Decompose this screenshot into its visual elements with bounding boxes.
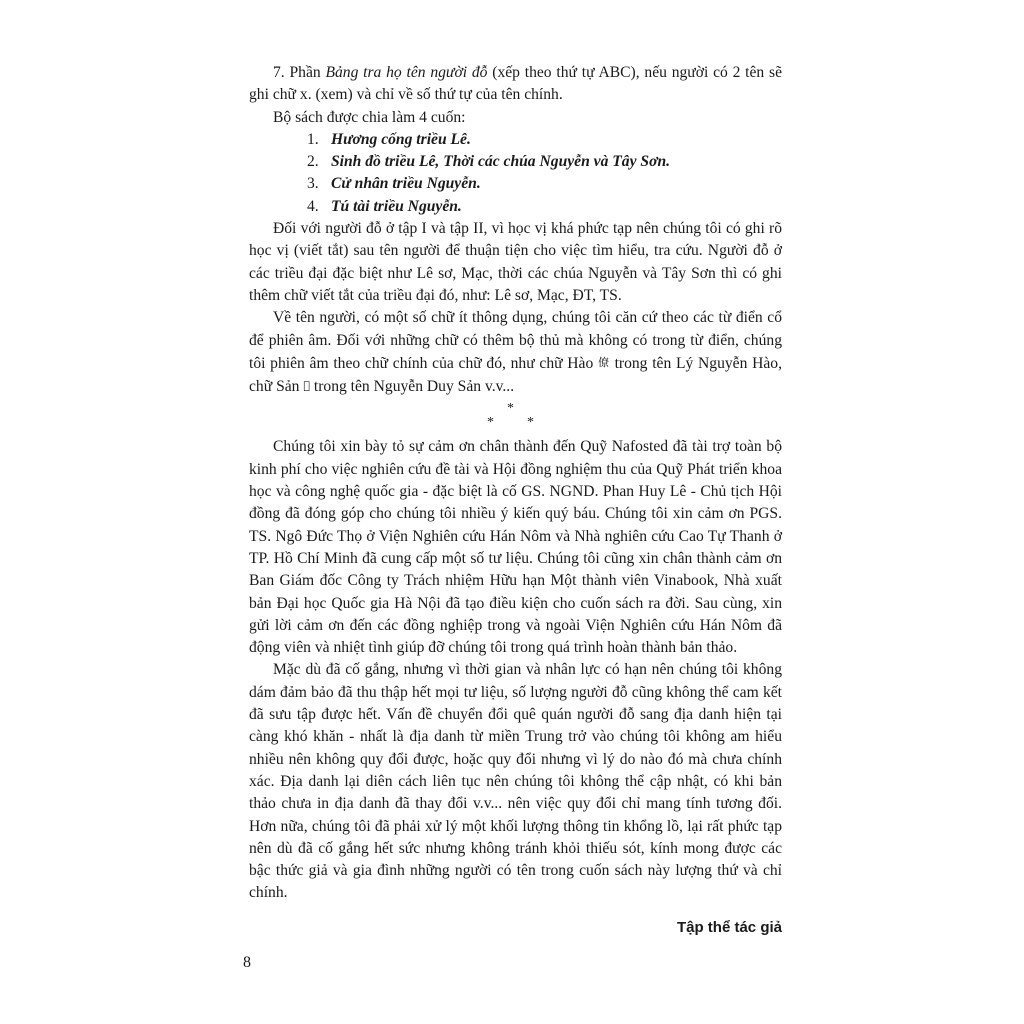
volume-title: Sinh đồ triều Lê, Thời các chúa Nguyễn và Tây Sơn. <box>331 153 671 171</box>
paragraph-index-note <box>249 62 782 107</box>
han-character-hao: 僚 <box>598 355 610 369</box>
section-divider <box>249 398 782 436</box>
volume-title: Hương cống triều Lê. <box>331 130 471 148</box>
volume-item <box>307 151 782 173</box>
paragraph-limitations: Mặc dù đã cố gắng, nhưng vì thời gian và nhân lực có hạn nên chúng tôi không dám đảm bảo đã thu thập hết mọi tư liệu, số lượng người đỗ cũng không thể cam kết đã sưu tập được hết. Vấn đề chuyển đổi quê quán người đỗ sang địa danh hiện tại càng khó khăn - nhất là địa danh từ miền Trung trở vào chúng tôi không am hiểu nhiều nên không quy đổi được, hoặc quy đổi nhưng vì lý do nào đó mà chưa chính xác. Địa danh lại diên cách liên tục nên chúng tôi không thể cập nhật, có khi bản thảo chưa in địa danh đã thay đổi v.v... nên việc quy đổi chỉ mang tính tương đối. Hơn nữa, chúng tôi đã phải xử lý một khối lượng thông tin khổng lồ, lại rất phức tạp nên dù đã cố gắng hết sức nhưng không tránh khỏi thiếu sót, kính mong được các bậc thức giả và gia đình những người có tên trong cuốn sách này lượng thứ và chỉ chính. <box>249 661 782 902</box>
paragraph-volume-intro: Bộ sách được chia làm 4 cuốn: <box>273 108 466 126</box>
volume-item <box>307 173 782 195</box>
volume-number: 2. <box>307 153 319 171</box>
paragraph-degree-abbreviations: Đối với người đỗ ở tập I và tập II, vì học vị khá phức tạp nên chúng tôi có ghi rõ học vị (viết tắt) sau tên người để thuận tiện cho việc tìm hiểu, tra cứu. Người đỗ ở các triều đại đặc biệt như Lê sơ, Mạc, thời các chúa Nguyễn và Tây Sơn thì có ghi thêm chữ viết tắt của triều đại đó, như: Lê sơ, Mạc, ĐT, TS. <box>249 220 782 304</box>
volume-item <box>307 196 782 218</box>
han-character-san: 𡲈 <box>303 379 310 393</box>
name-transcription-text-c: trong tên Nguyễn Duy Sản v.v... <box>309 378 515 396</box>
index-table-title: Bảng tra họ tên người đỗ <box>325 64 488 81</box>
name-transcription-text-a: Về tên người, có một số chữ ít thông dụng, chúng tôi căn cứ theo các từ điển cổ để phiên âm. Đối với những chữ có thêm bộ thủ mà không có trong từ điển, chúng tôi phiên âm theo chữ chính của chữ đó, như chữ Hào <box>249 309 782 372</box>
author-signature: Tập thể tác giả <box>676 918 782 936</box>
paragraph-name-transcription <box>249 307 782 398</box>
volume-number: 4. <box>307 197 319 215</box>
index-note-lead: 7. Phần <box>273 64 326 81</box>
volume-title: Tú tài triều Nguyễn. <box>331 197 462 215</box>
page-content <box>249 62 782 939</box>
divider-star: * <box>507 401 514 417</box>
divider-star: * <box>487 415 494 431</box>
volume-item <box>307 129 782 151</box>
divider-star: * <box>527 415 534 431</box>
index-note-rest: (xếp theo thứ tự ABC), nếu người có 2 tên sẽ ghi chữ x. (xem) và chỉ về số thứ tự của tên chính. <box>249 64 782 104</box>
volume-number: 1. <box>307 130 319 148</box>
volume-title: Cử nhân triều Nguyễn. <box>331 175 481 193</box>
name-transcription-text-b: trong tên Lý Nguyễn Hào, chữ Sản <box>249 354 783 396</box>
page-number: 8 <box>243 954 251 971</box>
volume-number: 3. <box>307 175 319 193</box>
volume-list <box>249 129 782 218</box>
paragraph-acknowledgements: Chúng tôi xin bày tỏ sự cảm ơn chân thành đến Quỹ Nafosted đã tài trợ toàn bộ kinh phí cho việc nghiên cứu đề tài và Hội đồng nghiệm thu của Quỹ Phát triển khoa học và công nghệ quốc gia - đặc biệt là cố GS. NGND. Phan Huy Lê - Chủ tịch Hội đồng đã đóng góp cho chúng tôi nhiều ý kiến quý báu. Chúng tôi xin cảm ơn PGS. TS. Ngô Đức Thọ ở Viện Nghiên cứu Hán Nôm và Nhà nghiên cứu Cao Tự Thanh ở TP. Hồ Chí Minh đã cung cấp một số tư liệu. Chúng tôi cũng xin chân thành cảm ơn Ban Giám đốc Công ty Trách nhiệm Hữu hạn Một thành viên Vinabook, Nhà xuất bản Đại học Quốc gia Hà Nội đã tạo điều kiện cho cuốn sách ra đời. Sau cùng, xin gửi lời cảm ơn đến các đồng nghiệp trong và ngoài Viện Nghiên cứu Hán Nôm đã động viên và nhiệt tình giúp đỡ chúng tôi trong quá trình hoàn thành bản thảo. <box>249 438 782 657</box>
